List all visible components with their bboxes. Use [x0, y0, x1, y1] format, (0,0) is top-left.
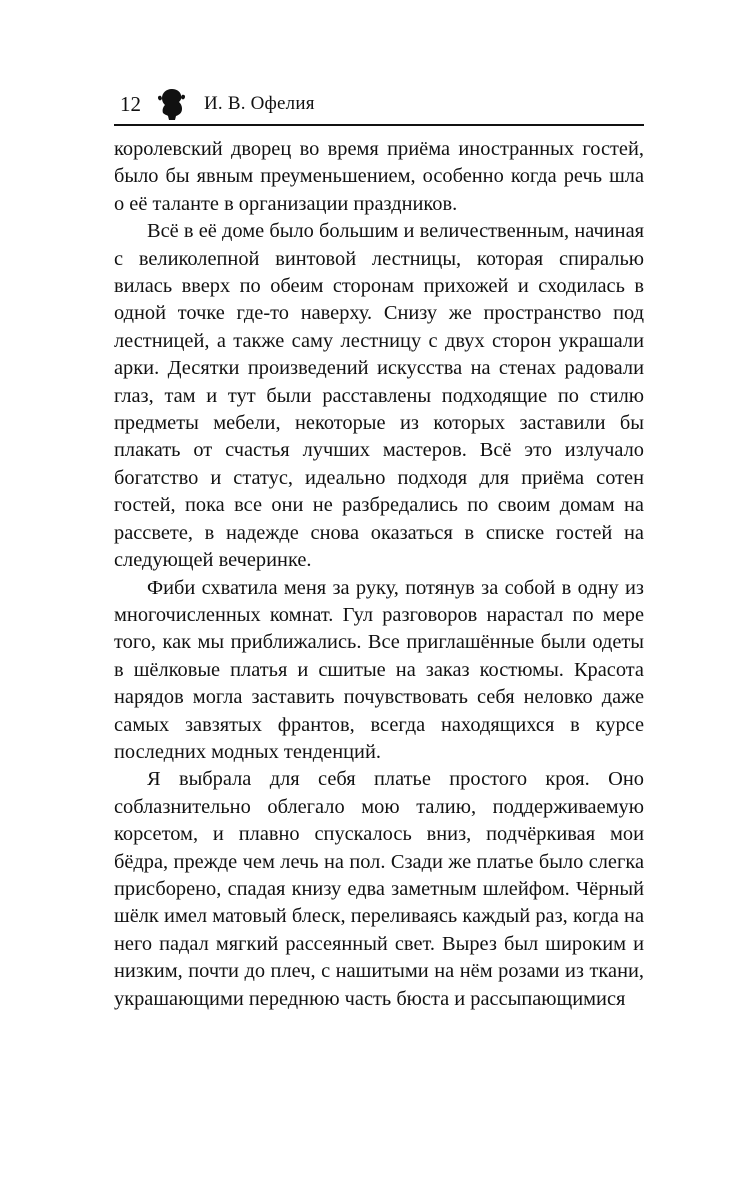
- body-text: [114, 136, 644, 1013]
- paragraph-3: Фиби схватила меня за руку, потянув за собой в одну из многочисленных комнат. Гул разговоров нарастал по мере того, как мы приближались. Все приглашённые были одеты в шёлковые платья и сшитые на заказ костюмы. Красота нарядов могла заставить почувствовать себя неловко даже самых завзятых франтов, всегда находящихся в курсе последних модных тенденций.: [114, 576, 644, 763]
- paragraph-4: Я выбрала для себя платье простого кроя. Оно соблазнительно облегало мою талию, поддерживаемую корсетом, и плавно спускалось вниз, подчёркивая мои бёдра, прежде чем лечь на пол. Сзади же платье было слегка присборено, спадая книзу едва заметным шлейфом. Чёрный шёлк имел матовый блеск, переливаясь каждый раз, когда на него падал мягкий рассеянный свет. Вырез был широким и низким, почти до плеч, с нашитыми на нём розами из ткани, украшающими переднюю часть бюста и рассыпающимися: [114, 768, 644, 1010]
- girl-silhouette-icon: [155, 86, 189, 120]
- paragraph-2: Всё в её доме было большим и величественным, начиная с великолепной винтовой лестницы, которая спиралью вилась вверх по обеим сторонам прихожей и сходилась в одной точке где-то наверху. Снизу же пространство под лестницей, а также саму лестницу с двух сторон украшали арки. Десятки произведений искусства на стенах радовали глаз, там и тут были расставлены подходящие по стилю предметы мебели, некоторые из которых заставили бы плакать от счастья лучших мастеров. Всё это излучало богатство и статус, идеально подходя для приёма сотен гостей, пока все они не разбредались по своим домам на рассвете, в надежде снова оказаться в списке гостей на следующей вечеринке.: [114, 220, 644, 572]
- page-header: [114, 84, 644, 126]
- paragraph-1: королевский дворец во время приёма иностранных гостей, было бы явным преуменьшением, особенно когда речь шла о её таланте в организации праздников.: [114, 138, 644, 215]
- running-head: И. В. Офелия: [204, 93, 315, 114]
- page-number: 12: [120, 92, 141, 116]
